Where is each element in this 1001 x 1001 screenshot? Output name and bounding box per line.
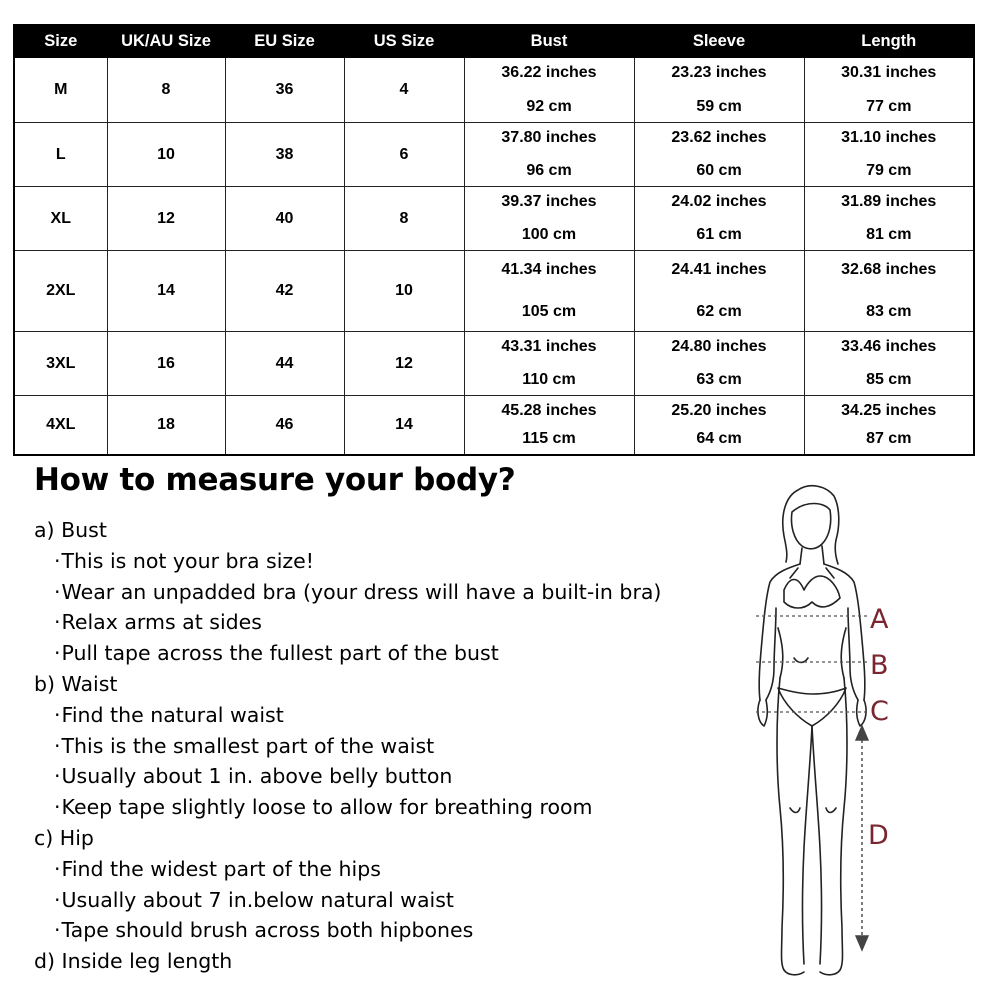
guide-tip: · Tape should brush across both hipbones (54, 915, 714, 946)
guide-tip: · Find the widest part of the hips (54, 854, 714, 885)
cell-sleeve (634, 58, 804, 123)
figure-label-b: B (870, 650, 889, 681)
cell-eu-size: 38 (225, 123, 344, 187)
guide-tip: · This is the smallest part of the waist (54, 731, 714, 762)
cell-us-size: 10 (344, 251, 464, 332)
cell-us-size: 8 (344, 187, 464, 251)
table-row (14, 396, 974, 456)
cell-size: 4XL (14, 396, 107, 456)
cell-bust (464, 332, 634, 396)
measurement-guide (34, 515, 714, 977)
sleeve-cm: 62 cm (696, 303, 742, 320)
cell-length (804, 58, 974, 123)
cell-us-size: 4 (344, 58, 464, 123)
cell-uk-au-size: 12 (107, 187, 225, 251)
guide-section (34, 823, 714, 946)
guide-tips (34, 546, 714, 669)
length-cm: 83 cm (866, 303, 912, 320)
cell-uk-au-size: 10 (107, 123, 225, 187)
bust-inches: 37.80 inches (501, 129, 597, 146)
cell-us-size: 12 (344, 332, 464, 396)
figure-label-c: C (870, 696, 889, 727)
length-inches: 31.89 inches (841, 193, 937, 210)
cell-length (804, 187, 974, 251)
guide-section-heading: b) Waist (34, 671, 118, 696)
cell-size: M (14, 58, 107, 123)
guide-section (34, 515, 714, 669)
bust-cm: 110 cm (522, 371, 576, 388)
guide-section-heading: a) Bust (34, 518, 107, 542)
cell-us-size: 14 (344, 396, 464, 456)
bust-inches: 41.34 inches (501, 261, 597, 278)
sleeve-inches: 23.62 inches (671, 129, 767, 146)
figure-label-d: D (868, 820, 889, 851)
length-inches: 34.25 inches (841, 402, 937, 419)
table-row (14, 332, 974, 396)
cell-size: L (14, 123, 107, 187)
cell-bust (464, 396, 634, 456)
length-cm: 85 cm (866, 371, 912, 388)
length-inches: 30.31 inches (841, 64, 937, 81)
bust-inches: 36.22 inches (501, 64, 597, 81)
header-length: Length (804, 25, 974, 58)
cell-uk-au-size: 14 (107, 251, 225, 332)
cell-eu-size: 42 (225, 251, 344, 332)
cell-uk-au-size: 16 (107, 332, 225, 396)
cell-eu-size: 44 (225, 332, 344, 396)
guide-tip: · Usually about 1 in. above belly button (54, 761, 714, 792)
length-inches: 32.68 inches (841, 261, 937, 278)
size-chart-table (13, 24, 975, 456)
guide-tip: · Keep tape slightly loose to allow for breathing room (54, 792, 714, 823)
length-cm: 77 cm (866, 98, 912, 115)
bust-cm: 100 cm (521, 226, 577, 243)
cell-size: 2XL (14, 251, 107, 332)
cell-sleeve (634, 251, 804, 332)
cell-length (804, 332, 974, 396)
bust-cm: 96 cm (526, 162, 572, 179)
body-outline-drawing (740, 478, 930, 978)
guide-tips (34, 854, 714, 946)
table-row (14, 58, 974, 123)
length-inches: 33.46 inches (841, 338, 937, 355)
sleeve-cm: 60 cm (696, 162, 742, 179)
bust-inches: 45.28 inches (501, 402, 597, 419)
guide-tip: · Usually about 7 in.below natural waist (54, 885, 714, 916)
cell-eu-size: 40 (225, 187, 344, 251)
guide-tip: · Pull tape across the fullest part of the bust (54, 638, 714, 669)
cell-length (804, 123, 974, 187)
guide-tips (34, 700, 714, 823)
sleeve-cm: 59 cm (696, 98, 742, 115)
table-row (14, 251, 974, 332)
sleeve-cm: 63 cm (696, 371, 742, 388)
guide-section-heading: d) Inside leg length (34, 949, 233, 974)
bust-inches: 43.31 inches (501, 338, 597, 355)
guide-section-heading: c) Hip (34, 825, 94, 850)
cell-sleeve (634, 332, 804, 396)
bust-cm: 115 cm (522, 430, 576, 447)
bust-inches: 39.37 inches (501, 193, 597, 210)
header-sleeve: Sleeve (634, 25, 804, 58)
cell-length (804, 396, 974, 456)
length-cm: 87 cm (866, 430, 912, 447)
cell-length (804, 251, 974, 332)
body-measurement-figure (740, 478, 930, 978)
guide-title: How to measure your body? (34, 462, 516, 498)
header-size: Size (14, 25, 107, 58)
header-us-size: US Size (344, 25, 464, 58)
sleeve-inches: 23.23 inches (671, 64, 767, 81)
sleeve-inches: 24.80 inches (671, 338, 767, 355)
cell-eu-size: 46 (225, 396, 344, 456)
header-eu-size: EU Size (225, 25, 344, 58)
cell-us-size: 6 (344, 123, 464, 187)
cell-uk-au-size: 8 (107, 58, 225, 123)
length-cm: 81 cm (866, 226, 912, 243)
header-uk-au-size: UK/AU Size (107, 25, 225, 58)
cell-sleeve (634, 187, 804, 251)
bust-cm: 92 cm (526, 98, 572, 115)
cell-uk-au-size: 18 (107, 396, 225, 456)
cell-size: XL (14, 187, 107, 251)
sleeve-inches: 25.20 inches (671, 402, 767, 419)
cell-bust (464, 251, 634, 332)
cell-sleeve (634, 123, 804, 187)
bust-cm: 105 cm (521, 303, 577, 320)
guide-section (34, 669, 714, 823)
table-row (14, 123, 974, 187)
length-cm: 79 cm (866, 162, 912, 179)
sleeve-inches: 24.41 inches (671, 261, 767, 278)
sleeve-cm: 61 cm (696, 226, 742, 243)
guide-tip: · This is not your bra size! (54, 546, 714, 577)
guide-tip: · Relax arms at sides (54, 607, 714, 638)
table-row (14, 187, 974, 251)
sleeve-inches: 24.02 inches (671, 193, 767, 210)
cell-size: 3XL (14, 332, 107, 396)
cell-eu-size: 36 (225, 58, 344, 123)
cell-sleeve (634, 396, 804, 456)
length-inches: 31.10 inches (841, 129, 937, 146)
guide-tip: · Find the natural waist (54, 700, 714, 731)
cell-bust (464, 58, 634, 123)
header-bust: Bust (464, 25, 634, 58)
sleeve-cm: 64 cm (696, 430, 742, 447)
figure-label-a: A (870, 604, 889, 635)
cell-bust (464, 123, 634, 187)
cell-bust (464, 187, 634, 251)
guide-section (34, 946, 714, 977)
guide-tip: · Wear an unpadded bra (your dress will have a built-in bra) (54, 577, 714, 608)
table-header-row (14, 25, 974, 58)
